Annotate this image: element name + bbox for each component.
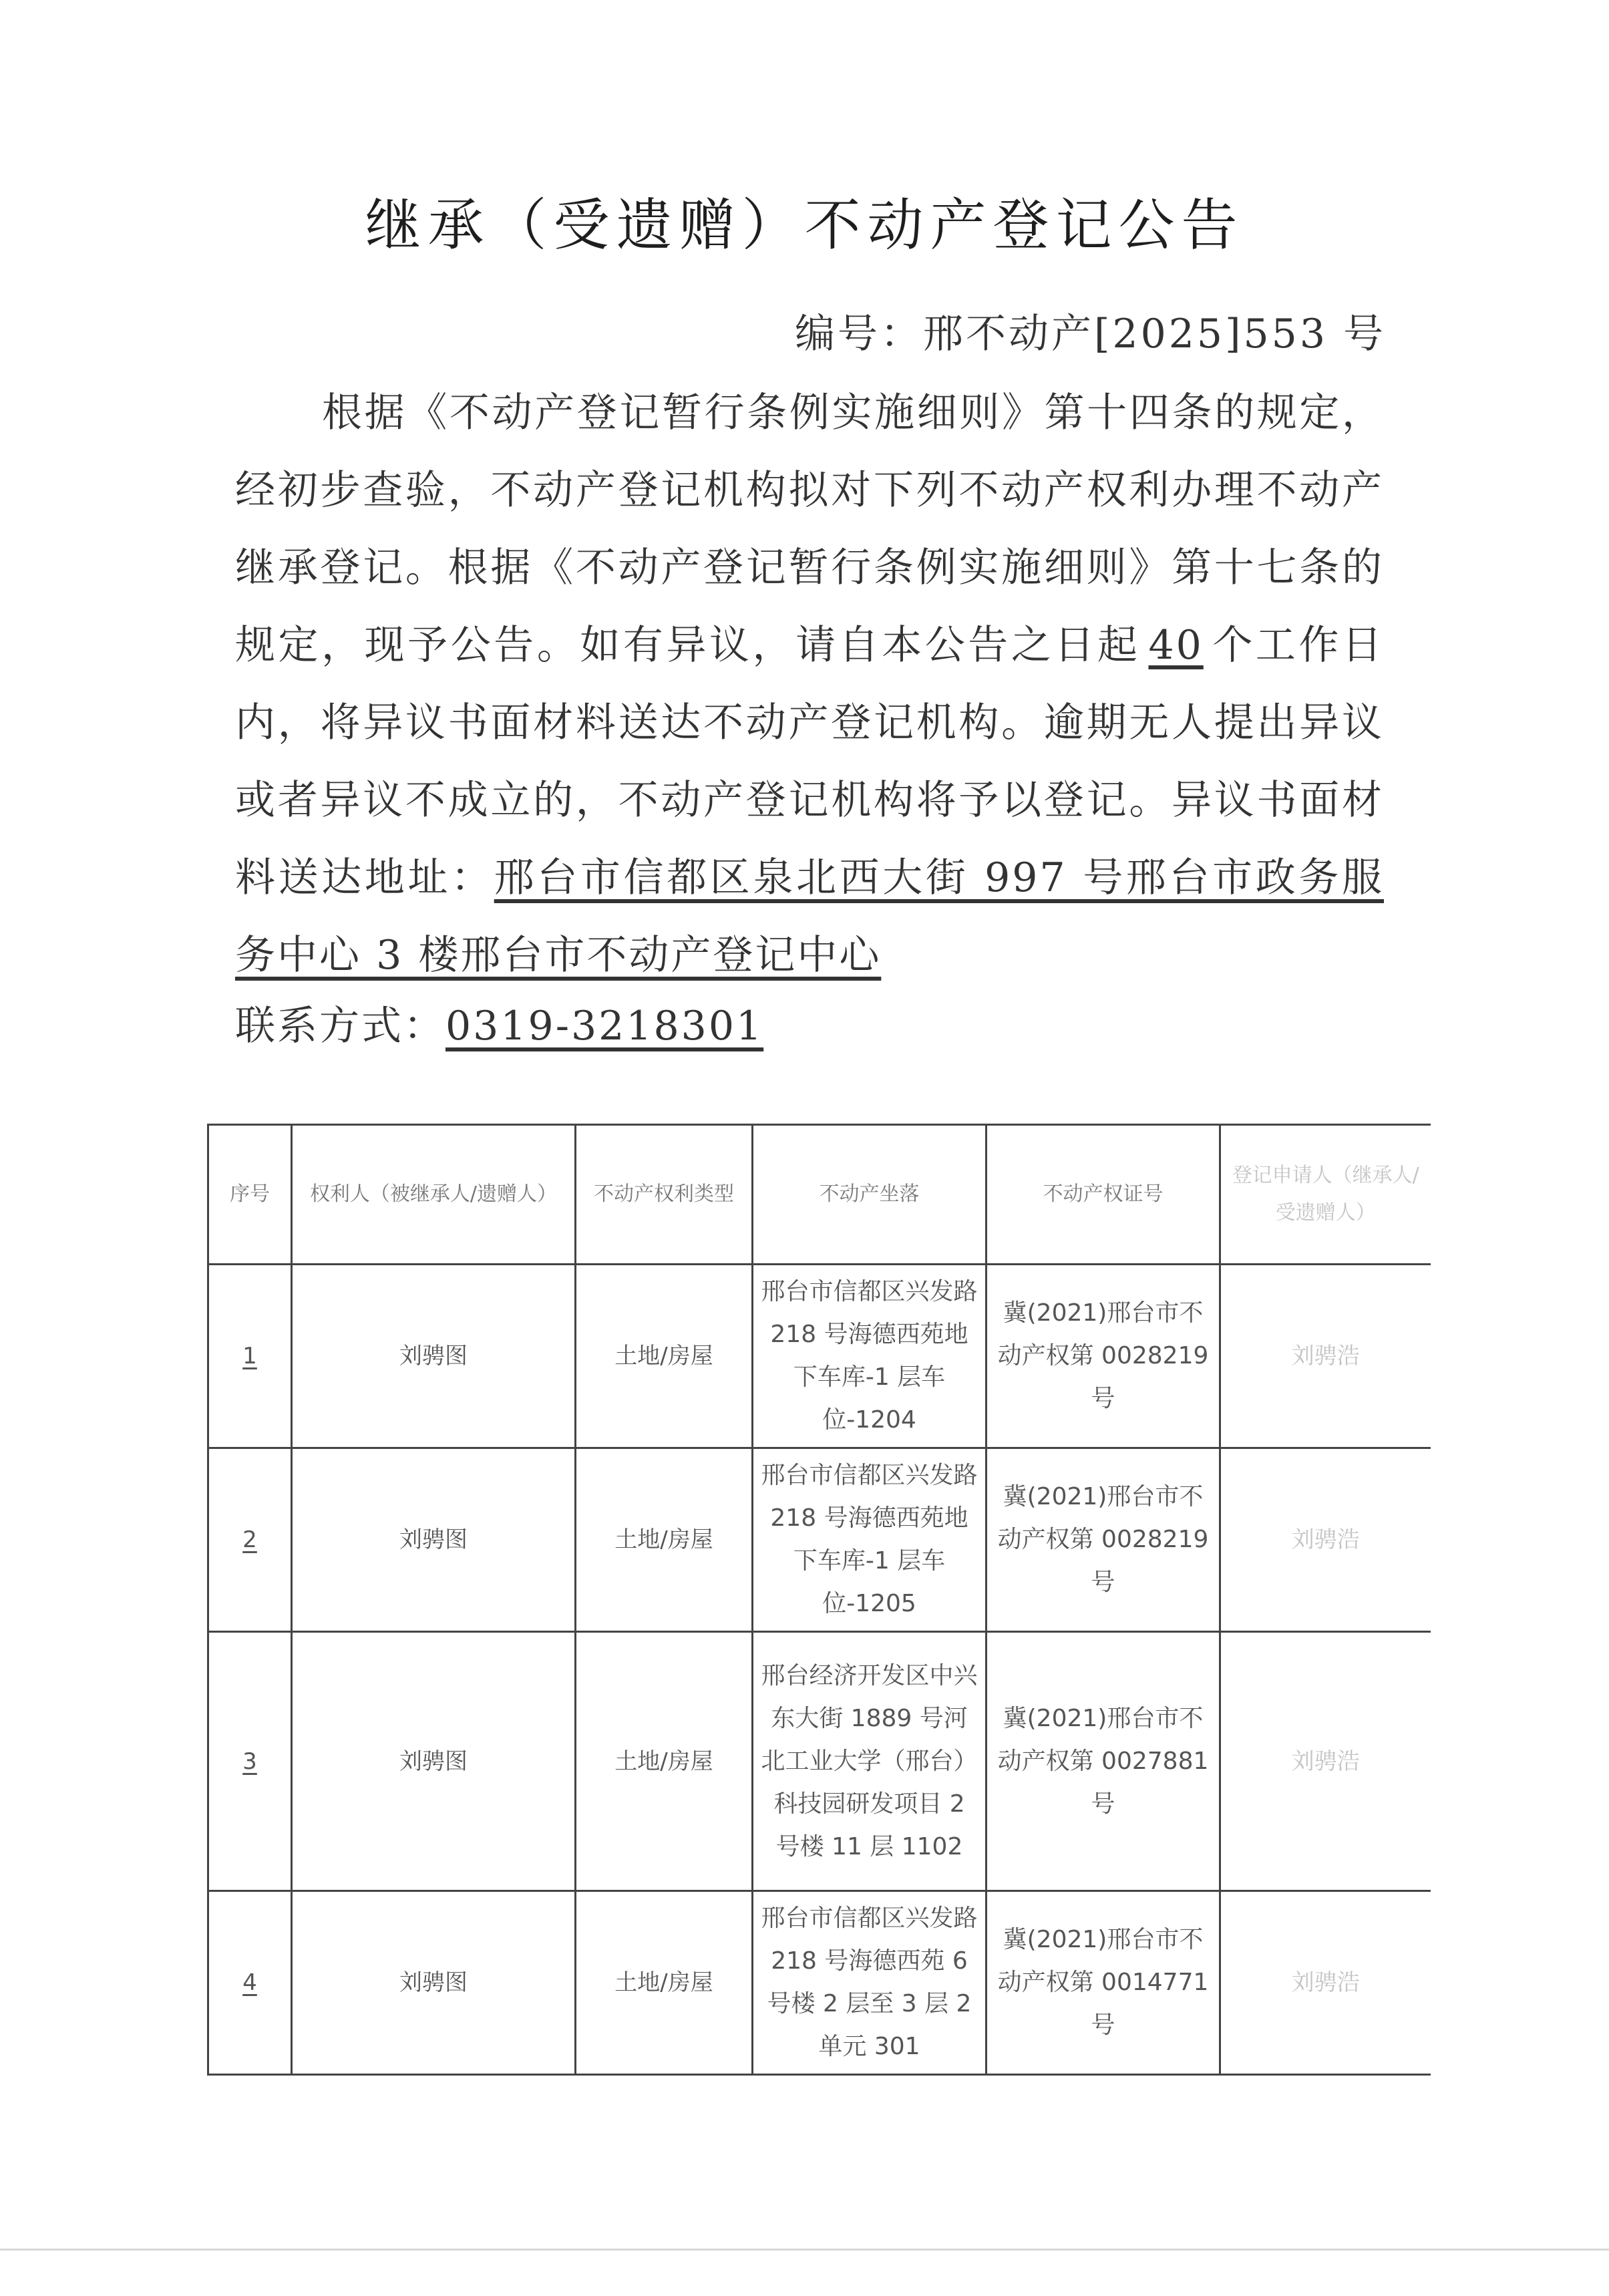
notice-title: 继承（受遗赠）不动产登记公告 (365, 192, 1244, 258)
header-type: 不动产权利类型 (576, 1125, 753, 1265)
row-applicant: 刘骋浩 (1220, 1632, 1431, 1891)
table-row (208, 1265, 1431, 1448)
row-applicant: 刘骋浩 (1220, 1448, 1431, 1632)
row-cert: 冀(2021)邢台市不动产权第 0014771 号 (987, 1891, 1220, 2075)
row-seq: 2 (208, 1448, 292, 1632)
row-holder: 刘骋图 (292, 1632, 576, 1891)
notice-body (235, 374, 1384, 994)
row-location: 邢台市信都区兴发路 218 号海德西苑地下车库-1 层车位-1204 (753, 1265, 987, 1448)
document-number: 编号：邢不动产[2025]553 号 (795, 311, 1387, 357)
row-location: 邢台市信都区兴发路 218 号海德西苑地下车库-1 层车位-1205 (753, 1448, 987, 1632)
contact-label: 联系方式： (235, 1003, 445, 1049)
row-cert: 冀(2021)邢台市不动产权第 0027881 号 (987, 1632, 1220, 1891)
row-seq: 4 (208, 1891, 292, 2075)
header-cert: 不动产权证号 (987, 1125, 1220, 1265)
header-holder: 权利人（被继承人/遗赠人） (292, 1125, 576, 1265)
contact-phone: 0319-3218301 (445, 1003, 764, 1049)
row-applicant: 刘骋浩 (1220, 1891, 1431, 2075)
objection-days: 40 (1148, 622, 1204, 669)
row-cert: 冀(2021)邢台市不动产权第 0028219 号 (987, 1448, 1220, 1632)
row-type: 土地/房屋 (576, 1632, 753, 1891)
row-holder: 刘骋图 (292, 1448, 576, 1632)
header-applicant: 登记申请人（继承人/受遗赠人） (1220, 1125, 1431, 1265)
row-location: 邢台市信都区兴发路 218 号海德西苑 6 号楼 2 层至 3 层 2 单元 301 (753, 1891, 987, 2075)
registration-table (207, 1124, 1431, 2076)
notice-paragraph (235, 374, 1384, 994)
row-applicant: 刘骋浩 (1220, 1265, 1431, 1448)
row-seq: 1 (208, 1265, 292, 1448)
row-holder: 刘骋图 (292, 1891, 576, 2075)
row-location: 邢台经济开发区中兴东大街 1889 号河北工业大学（邢台）科技园研发项目 2 号楼 11 层 1102 (753, 1632, 987, 1891)
row-seq: 3 (208, 1632, 292, 1891)
table-row (208, 1448, 1431, 1632)
objection-address: 邢台市信都区泉北西大街 997 号邢台市政务服务中心 3 楼邢台市不动产登记中心 (235, 854, 1385, 979)
row-type: 土地/房屋 (576, 1265, 753, 1448)
header-seq: 序号 (208, 1125, 292, 1265)
table-row (208, 1891, 1431, 2075)
row-type: 土地/房屋 (576, 1448, 753, 1632)
contact-line (235, 994, 763, 1051)
row-holder: 刘骋图 (292, 1265, 576, 1448)
table-row (208, 1632, 1431, 1891)
header-location: 不动产坐落 (753, 1125, 987, 1265)
table-header-row (208, 1125, 1431, 1265)
row-type: 土地/房屋 (576, 1891, 753, 2075)
page-bottom-rule (0, 2249, 1609, 2251)
body-middle: 个工作日内，将异议书面材料送达不动产登记机构。逾期无人提出异议或者异议不成立的，不动产登记机构将予以登记。异议书面材料送达地址： (235, 622, 1385, 901)
row-cert: 冀(2021)邢台市不动产权第 0028219 号 (987, 1265, 1220, 1448)
body-intro: 根据《不动产登记暂行条例实施细则》第十四条的规定，经初步查验，不动产登记机构拟对下列不动产权利办理不动产继承登记。根据《不动产登记暂行条例实施细则》第十七条的规定，现予公告。如有异议，请自本公告之日起 (235, 389, 1384, 669)
